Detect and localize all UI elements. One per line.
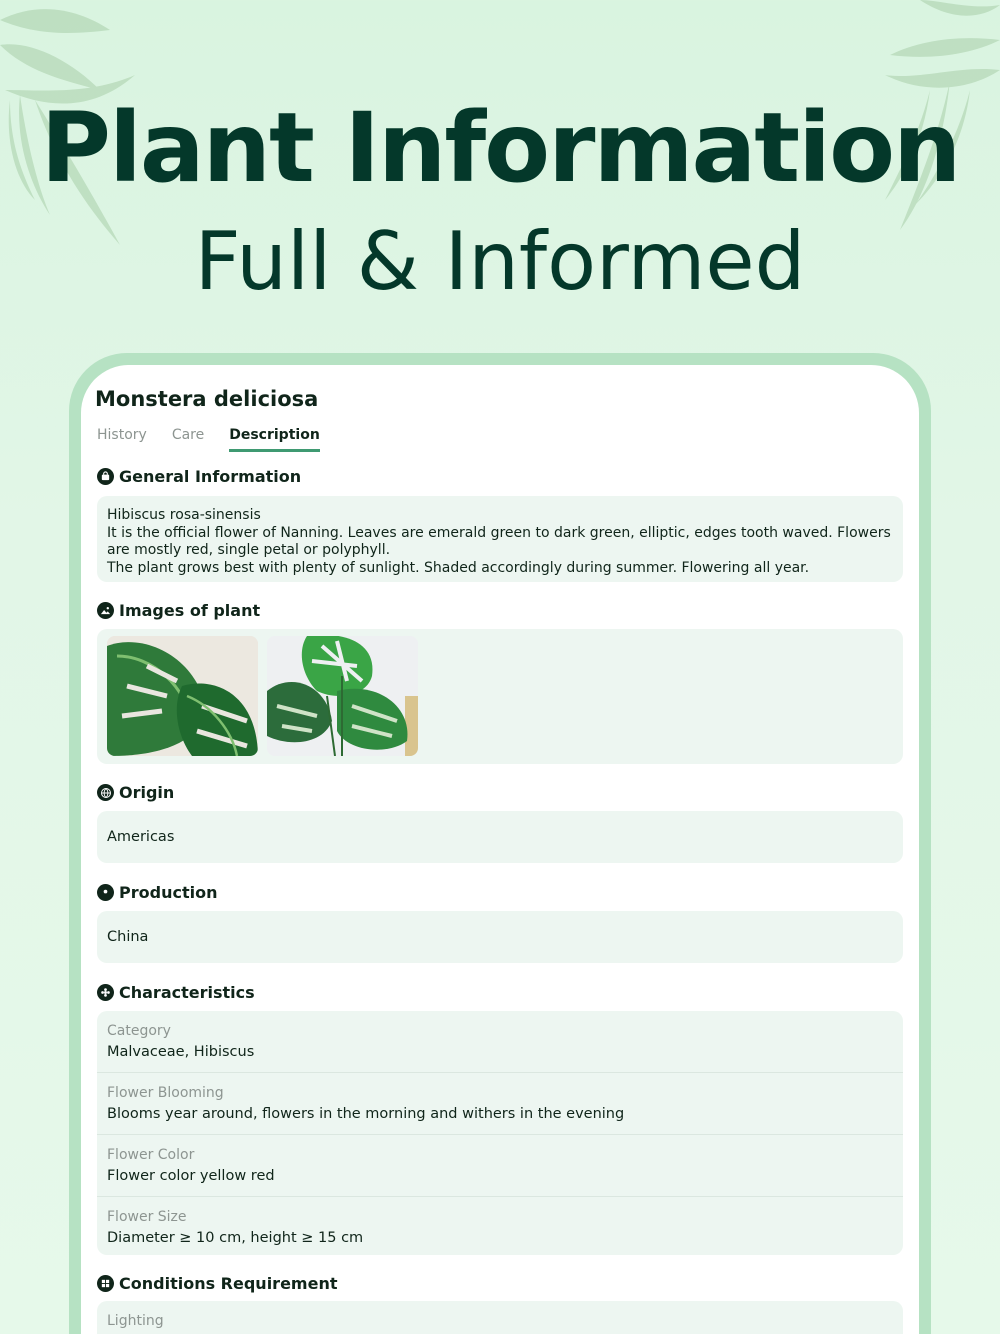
characteristic-row <box>97 1011 903 1073</box>
characteristics-title: Characteristics <box>119 983 255 1002</box>
conditions-heading <box>97 1274 337 1293</box>
plant-photo[interactable] <box>107 636 258 756</box>
characteristic-value: Malvaceae, Hibiscus <box>107 1044 255 1060</box>
general-info-line: It is the official flower of Nanning. Leaves are emerald green to dark green, elliptic, edges tooth waved. Flowers are mostly red, single petal or polyphyll. <box>107 524 891 558</box>
tab-bar <box>97 427 320 452</box>
origin-title: Origin <box>119 783 175 802</box>
images-box <box>97 629 903 764</box>
condition-label: Lighting <box>107 1313 164 1329</box>
conditions-box <box>97 1301 903 1334</box>
production-title: Production <box>119 883 218 902</box>
image-icon <box>97 602 114 619</box>
production-box <box>97 911 903 963</box>
hero-subtitle: Full & Informed <box>194 215 806 308</box>
characteristic-label: Flower Size <box>107 1209 187 1225</box>
characteristics-heading <box>97 983 255 1002</box>
images-title: Images of plant <box>119 601 261 620</box>
origin-box <box>97 811 903 863</box>
conditions-title: Conditions Requirement <box>119 1274 338 1293</box>
origin-value: Americas <box>107 829 175 845</box>
general-info-box <box>97 496 903 582</box>
characteristic-value: Diameter ≥ 10 cm, height ≥ 15 cm <box>107 1230 364 1246</box>
general-info-heading <box>97 467 301 486</box>
flower-icon <box>97 984 114 1001</box>
bag-icon <box>97 468 114 485</box>
tab-care[interactable]: Care <box>171 427 205 443</box>
characteristic-label: Category <box>107 1023 171 1039</box>
characteristic-row <box>97 1197 903 1258</box>
location-pin-icon <box>97 884 114 901</box>
tab-description[interactable]: Description <box>229 427 320 452</box>
plant-detail-card <box>81 365 919 1334</box>
tab-history[interactable]: History <box>97 427 147 443</box>
plant-name: Monstera deliciosa <box>95 387 319 411</box>
general-info-line: Hibiscus rosa-sinensis <box>107 507 261 523</box>
plant-photo[interactable] <box>267 636 418 756</box>
general-info-line: The plant grows best with plenty of sunlight. Shaded accordingly during summer. Flowering all year. <box>107 559 810 576</box>
characteristic-label: Flower Color <box>107 1147 195 1163</box>
characteristic-value: Flower color yellow red <box>107 1168 275 1184</box>
images-heading <box>97 601 260 620</box>
characteristic-row <box>97 1135 903 1197</box>
characteristics-box <box>97 1011 903 1255</box>
origin-heading <box>97 783 174 802</box>
condition-row <box>97 1301 903 1334</box>
globe-icon <box>97 784 114 801</box>
production-heading <box>97 883 217 902</box>
grid-icon <box>97 1275 114 1292</box>
characteristic-row <box>97 1073 903 1135</box>
characteristic-value: Blooms year around, flowers in the morning and withers in the evening <box>107 1106 625 1122</box>
characteristic-label: Flower Blooming <box>107 1085 224 1101</box>
general-info-title: General Information <box>119 467 302 486</box>
hero-title: Plant Information <box>40 92 960 204</box>
production-value: China <box>107 929 149 945</box>
